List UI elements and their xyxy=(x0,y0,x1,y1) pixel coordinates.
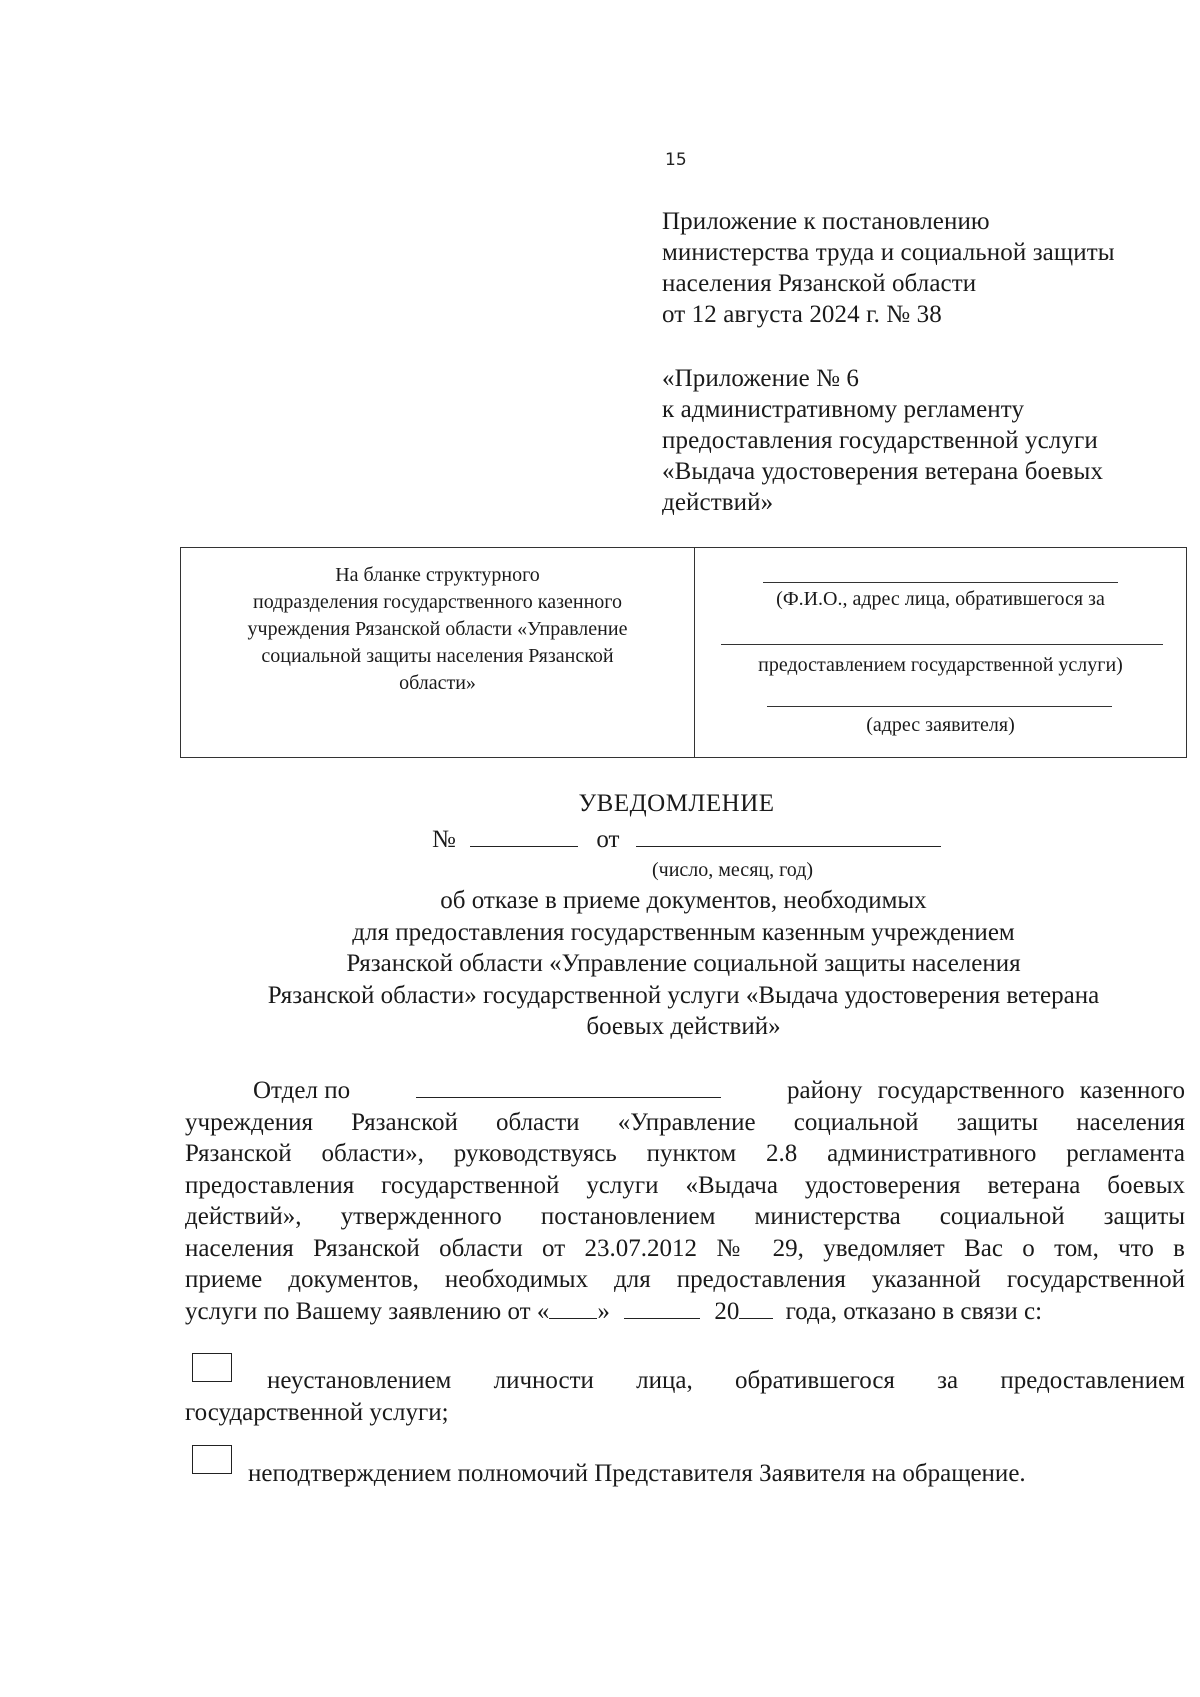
district-field[interactable] xyxy=(416,1079,721,1098)
body-line: учреждения Рязанской области «Управление социальной защиты населения xyxy=(185,1108,1185,1136)
recipient-cell xyxy=(695,548,1186,757)
notice-title: УВЕДОМЛЕНИЕ xyxy=(578,790,775,817)
appendix-header xyxy=(662,206,1182,518)
appendix6-line: «Выдача удостоверения ветерана боевых xyxy=(662,458,1104,485)
reason-1 xyxy=(185,1365,1185,1428)
letterhead-line: подразделения государственного казенного xyxy=(253,591,622,613)
appendix6-line: действий» xyxy=(662,489,774,516)
number-label: № xyxy=(432,826,456,853)
refusal-reason-label: года, отказано в связи с: xyxy=(785,1297,1043,1325)
appendix6-line: предоставления государственной услуги xyxy=(662,427,1098,454)
application-date-label: услуги по Вашему заявлению от « xyxy=(185,1297,550,1325)
applicant-address-line[interactable] xyxy=(767,706,1112,707)
recipient-address-line[interactable] xyxy=(721,644,1163,645)
application-day-field[interactable] xyxy=(549,1300,597,1319)
reason-1-line2: государственной услуги; xyxy=(185,1398,449,1426)
body-line: населения Рязанской области от 23.07.2012 № 29, уведомляет Вас о том, что в xyxy=(185,1234,1185,1262)
subject-line: Рязанской области «Управление социальной защиты населения xyxy=(346,950,1021,977)
letterhead-cell xyxy=(181,562,694,697)
notice-subject xyxy=(180,885,1187,1043)
appendix-line: министерства труда и социальной защиты xyxy=(662,239,1115,266)
from-label: от xyxy=(596,826,620,853)
subject-line: для предоставления государственным казенным учреждением xyxy=(352,918,1015,946)
address-table xyxy=(180,547,1187,758)
letterhead-line: области» xyxy=(399,672,476,694)
reason-2-line1: неподтверждением полномочий Представителя Заявителя на обращение. xyxy=(248,1460,1026,1487)
body-line1-end: району государственного казенного xyxy=(786,1077,1185,1104)
appendix6-line: «Приложение № 6 xyxy=(662,365,860,392)
application-year-field[interactable] xyxy=(739,1300,773,1319)
date-hint: (число, месяц, год) xyxy=(652,859,814,881)
body-paragraph xyxy=(185,1075,1185,1327)
reason-1-line1: неустановлением личности лица, обратившегося за предоставлением xyxy=(267,1367,1185,1394)
body-line: приеме документов, необходимых для предоставления указанной государственной xyxy=(185,1266,1185,1293)
subject-line: боевых действий» xyxy=(586,1013,781,1040)
letterhead-line: социальной защиты населения Рязанской xyxy=(261,645,614,667)
recipient-hint-service: предоставлением государственной услуги) xyxy=(758,654,1123,676)
year-prefix: 20 xyxy=(714,1297,740,1325)
application-month-field[interactable] xyxy=(624,1300,700,1319)
body-line-first xyxy=(185,1075,1185,1107)
page-number: 15 xyxy=(665,150,687,170)
notice-number-line xyxy=(432,826,941,854)
header-gap xyxy=(662,330,1182,363)
quote-close: » xyxy=(597,1297,610,1325)
body-line: действий», утвержденного постановлением министерства социальной защиты xyxy=(185,1203,1185,1230)
subject-line: Рязанской области» государственной услуги «Выдача удостоверения ветерана xyxy=(267,981,1100,1009)
letterhead-line: На бланке структурного xyxy=(335,564,540,586)
recipient-name-line[interactable] xyxy=(763,582,1118,583)
letterhead-line: учреждения Рязанской области «Управление xyxy=(247,618,628,640)
body-line-last xyxy=(185,1296,1185,1328)
department-label: Отдел по xyxy=(253,1077,351,1104)
notice-date-field[interactable] xyxy=(636,828,941,847)
appendix6-line: к административному регламенту xyxy=(662,396,1025,423)
appendix-line: от 12 августа 2024 г. № 38 xyxy=(662,301,942,328)
subject-line: об отказе в приеме документов, необходимых xyxy=(440,887,927,914)
applicant-address-hint: (адрес заявителя) xyxy=(866,714,1015,736)
appendix-line: Приложение к постановлению xyxy=(662,208,990,235)
reason-2-checkbox[interactable] xyxy=(192,1445,232,1474)
body-line: предоставления государственной услуги «Выдача удостоверения ветерана боевых xyxy=(185,1171,1185,1199)
notice-number-field[interactable] xyxy=(470,828,578,847)
body-line: Рязанской области», руководствуясь пунктом 2.8 административного регламента xyxy=(185,1140,1185,1167)
appendix-line: населения Рязанской области xyxy=(662,270,977,297)
recipient-hint-name: (Ф.И.О., адрес лица, обратившегося за xyxy=(776,588,1105,610)
